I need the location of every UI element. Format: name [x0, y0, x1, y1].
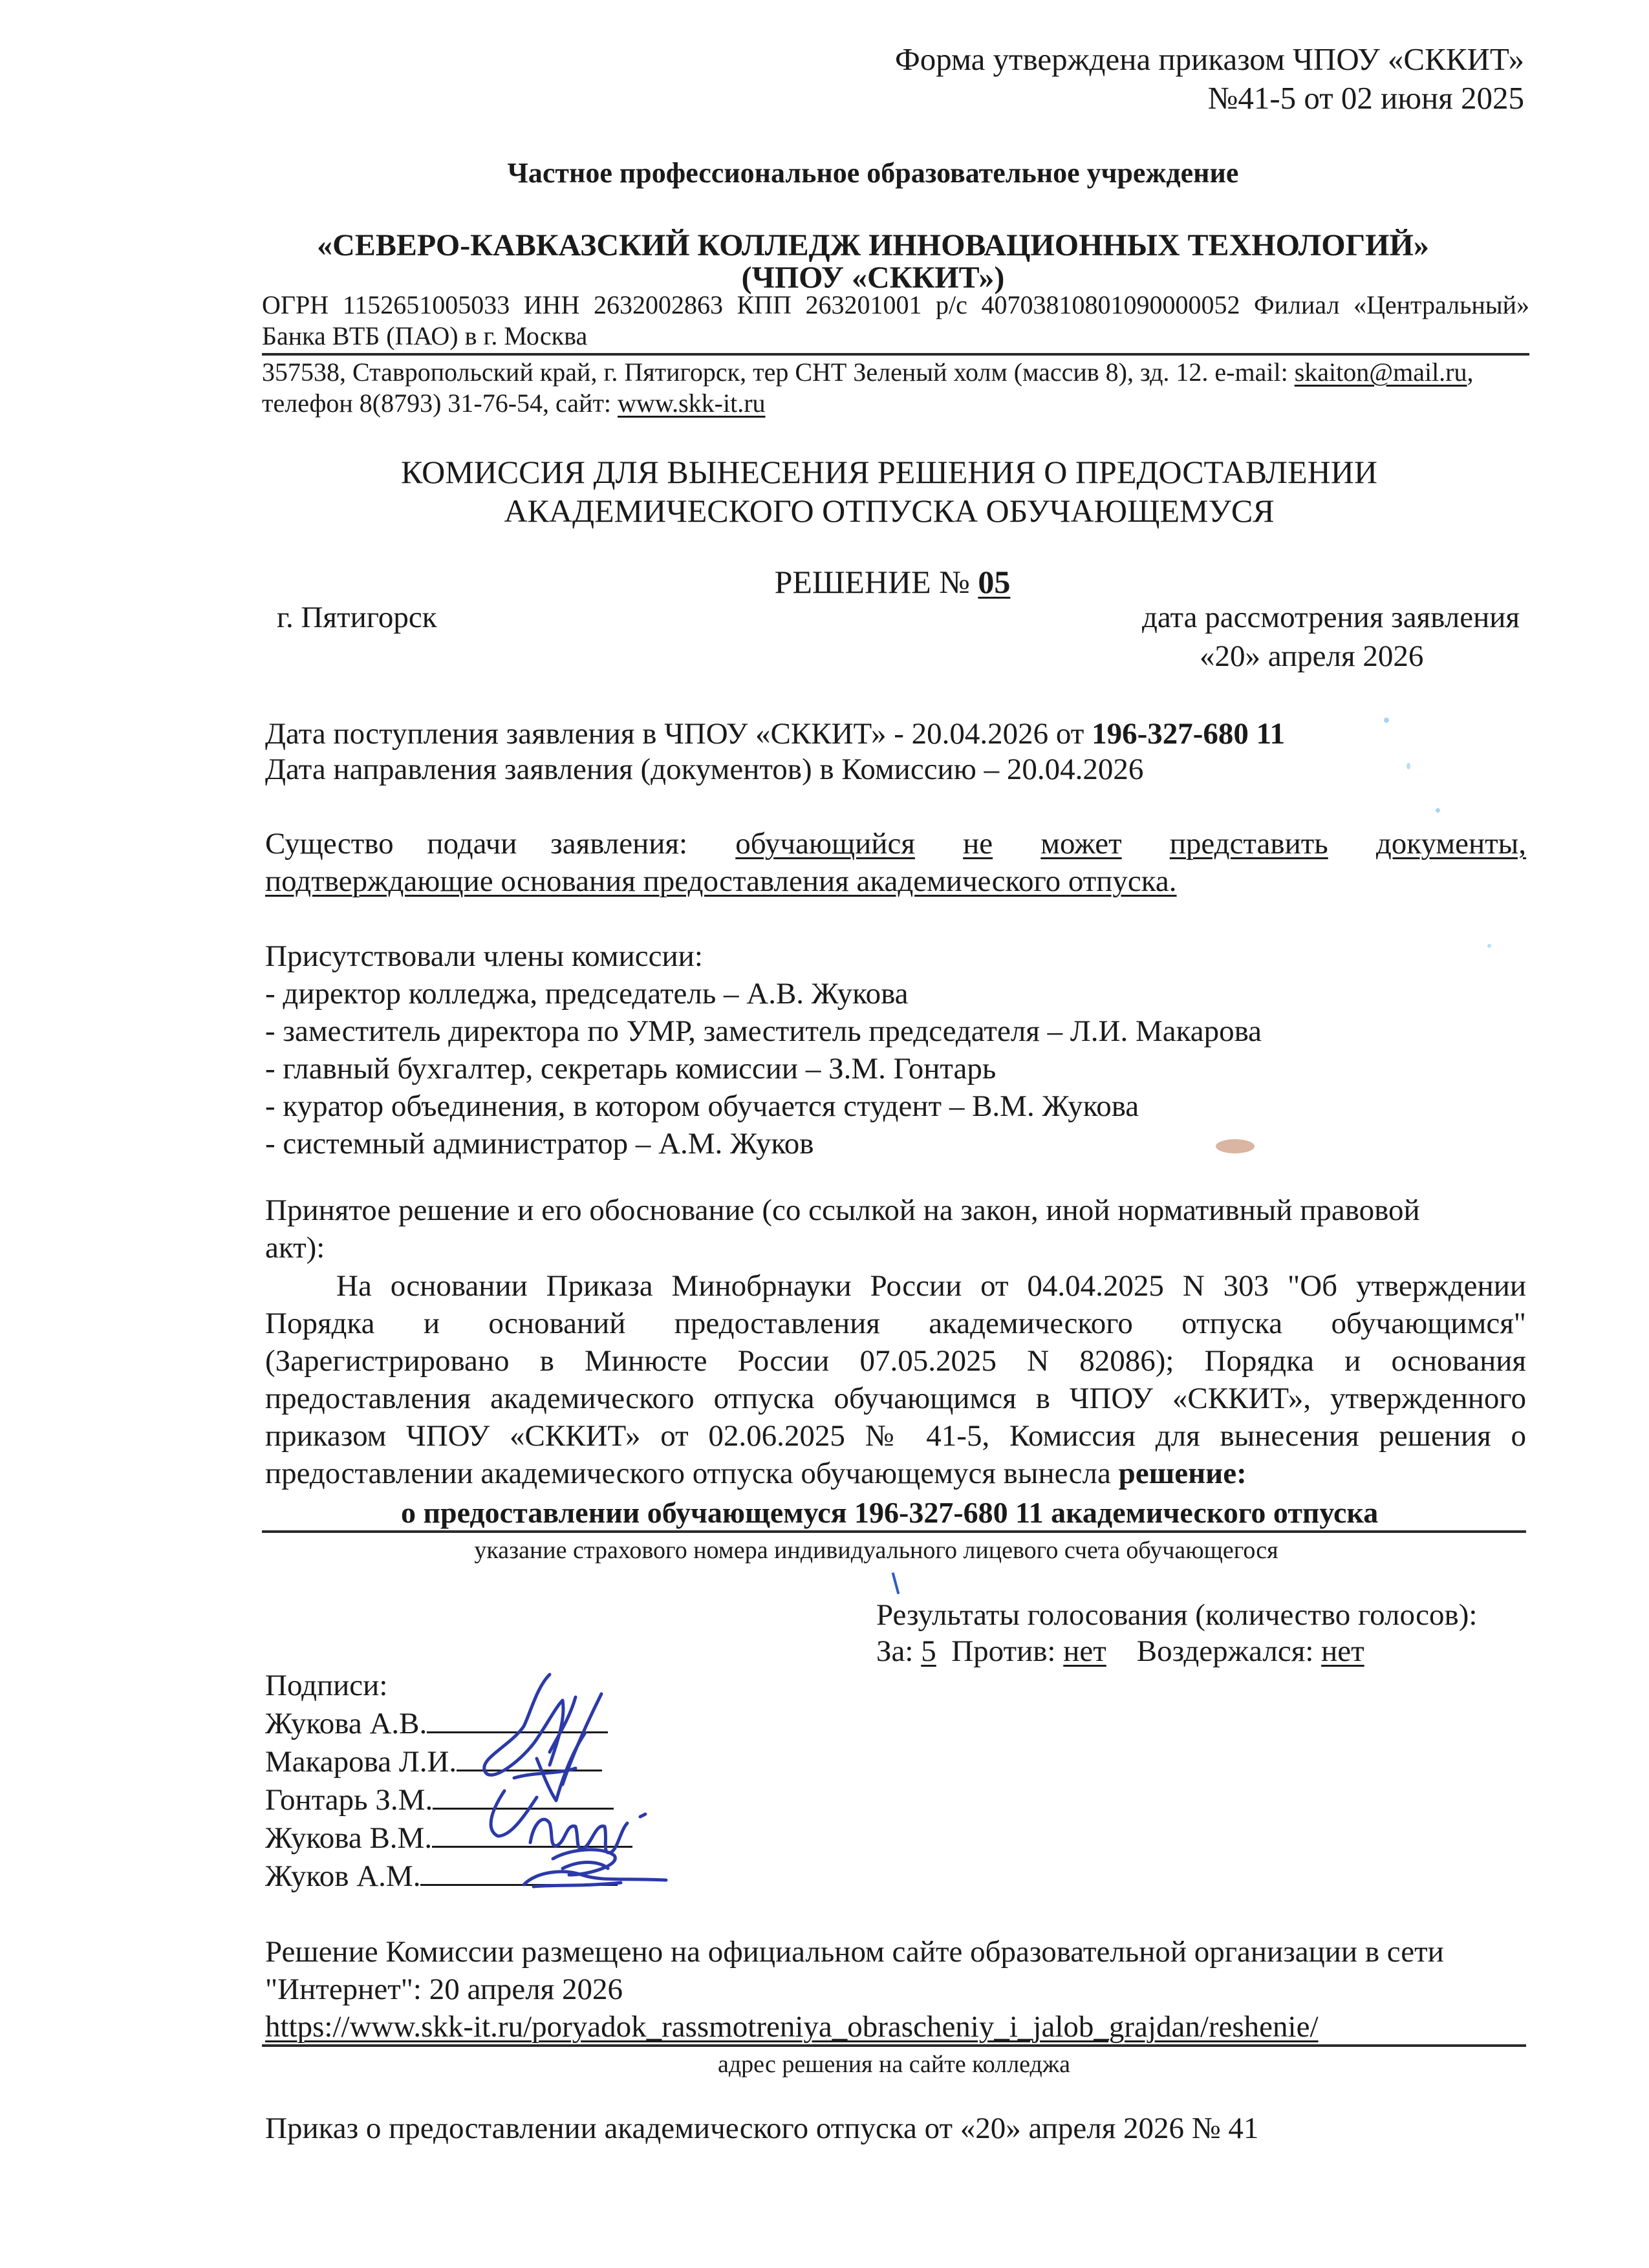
publication-url[interactable]: https://www.skk-it.ru/poryadok_rassmotreniya_obrascheniy_i_jalob_grajdan/reshenie/: [265, 2010, 1319, 2044]
city: г. Пятигорск: [277, 601, 437, 634]
essence-word: представить: [1169, 827, 1328, 861]
form-approval-note: [895, 40, 1524, 118]
signature-zhukov-am: [524, 1872, 666, 1887]
order-line: Приказ о предоставлении академического отпуска от «20» апреля 2026 № 41: [265, 2112, 1259, 2145]
decision-body-line: Порядка и оснований предоставления академического отпуска обучающимся": [265, 1307, 1526, 1340]
members-heading: Присутствовали члены комиссии:: [265, 939, 703, 973]
publication-url-caption: адрес решения на сайте колледжа: [717, 2051, 1070, 2078]
address-line2: [262, 388, 1529, 419]
essence-word: не: [963, 827, 993, 861]
signatory-name: Жукова В.М.: [265, 1821, 433, 1855]
decision-result-divider: [262, 1530, 1526, 1533]
requisites: [262, 290, 1529, 352]
received-date-text: Дата поступления заявления в ЧПОУ «СККИТ» - 20.04.2026 от: [265, 717, 1092, 751]
decision-number: 05: [978, 564, 1011, 600]
handwritten-signatures: [453, 1662, 724, 1894]
signature-zhukova-av: [484, 1674, 601, 1784]
form-approval-line2: №41-5 от 02 июня 2025: [1207, 80, 1524, 116]
decision-heading: [265, 1192, 1420, 1267]
org-name: «СЕВЕРО-КАВКАЗСКИЙ КОЛЛЕДЖ ИННОВАЦИОННЫХ ТЕХНОЛОГИЙ»: [317, 228, 1429, 262]
decision-keyword: решение:: [1118, 1457, 1247, 1490]
scan-speck: [1436, 808, 1440, 813]
review-date: «20» апреля 2026: [1200, 639, 1424, 673]
publication-divider: [262, 2044, 1526, 2047]
decision-body: [265, 1267, 1526, 1492]
received-snils: 196-327-680 11: [1092, 717, 1286, 751]
org-type: Частное профессиональное образовательное учреждение: [507, 157, 1239, 189]
member-item: - заместитель директора по УМР, заместитель председателя – Л.И. Макарова: [265, 1014, 1262, 1048]
address-line1: [262, 357, 1529, 388]
decision-heading-line2: акт):: [265, 1231, 325, 1265]
vote-against-value: нет: [1063, 1634, 1106, 1668]
decision-body-line: приказом ЧПОУ «СККИТ» от 02.06.2025 № 41-5, Комиссия для вынесения решения о: [265, 1419, 1526, 1453]
decision-label: РЕШЕНИЕ №: [774, 564, 978, 600]
address-block: [262, 357, 1529, 419]
members-list: [265, 937, 1262, 1162]
address-text: 357538, Ставропольский край, г. Пятигорск, тер СНТ Зеленый холм (массив 8), зд. 12. e-mail:: [262, 358, 1295, 387]
vote-for-value: 5: [921, 1634, 936, 1668]
decision-title: [0, 562, 1649, 601]
decision-body-line: предоставления академического отпуска обучающимся в ЧПОУ «СККИТ», утвержденного: [265, 1382, 1526, 1415]
decision-body-last-line: [265, 1455, 1526, 1492]
voting-block: [876, 1597, 1477, 1669]
publication-block: [265, 1933, 1444, 2046]
member-item: - главный бухгалтер, секретарь комиссии – З.М. Гонтарь: [265, 1052, 997, 1086]
voting-results: [876, 1633, 1477, 1669]
scan-speck: [1406, 763, 1410, 769]
essence-label: Существо подачи заявления:: [265, 827, 688, 861]
essence-word: документы,: [1375, 827, 1526, 861]
decision-result: о предоставлении обучающемуся 196-327-680 11 академического отпуска: [401, 1496, 1379, 1529]
vote-abstain-value: нет: [1321, 1634, 1364, 1668]
header-divider: [262, 353, 1529, 356]
sent-date-line: Дата направления заявления (документов) в Комиссию – 20.04.2026: [265, 753, 1144, 786]
commission-title-line1: КОМИССИЯ ДЛЯ ВЫНЕСЕНИЯ РЕШЕНИЯ О ПРЕДОСТАВЛЕНИИ: [401, 454, 1377, 490]
vote-for-label: За:: [876, 1634, 921, 1668]
requisites-line2: Банка ВТБ (ПАО) в г. Москва: [262, 321, 588, 350]
vote-against-label: Против:: [951, 1634, 1064, 1668]
essence-line1: [265, 824, 1526, 863]
member-item: - директор колледжа, председатель – А.В. Жукова: [265, 977, 909, 1011]
publication-line1: Решение Комиссии размещено на официальном сайте образовательной организации в сети: [265, 1935, 1444, 1969]
commission-title-line2: АКАДЕМИЧЕСКОГО ОТПУСКА ОБУЧАЮЩЕМУСЯ: [504, 493, 1275, 529]
signature-gontar-zm: [530, 1814, 645, 1853]
essence-word: может: [1040, 827, 1122, 861]
decision-body-line: (Зарегистрировано в Минюсте России 07.05.2025 N 82086); Порядка и основания: [265, 1344, 1526, 1378]
signatory-name: Гонтарь З.М.: [265, 1783, 433, 1817]
signatory-name: Макарова Л.И.: [265, 1745, 457, 1779]
pen-mark: [892, 1572, 900, 1594]
requisites-line1: ОГРН 1152651005033 ИНН 2632002863 КПП 263201001 р/с 40703810801090000052 Филиал «Центральный»: [262, 290, 1529, 319]
commission-title: [0, 453, 1649, 530]
form-approval-line1: Форма утверждена приказом ЧПОУ «СККИТ»: [895, 41, 1524, 77]
org-short-name: (ЧПОУ «СККИТ»): [741, 261, 1005, 295]
decision-body-line: На основании Приказа Минобрнауки России от 04.04.2025 N 303 "Об утверждении: [336, 1269, 1526, 1303]
voting-heading: Результаты голосования (количество голосов):: [876, 1598, 1478, 1632]
member-item: - куратор объединения, в котором обучается студент – В.М. Жукова: [265, 1089, 1139, 1123]
decision-body-last-text: предоставлении академического отпуска обучающемуся вынесла: [265, 1457, 1119, 1490]
publication-line2: "Интернет": 20 апреля 2026: [265, 1973, 623, 2006]
stain-mark: [1216, 1139, 1255, 1153]
signatory-name: Жукова А.В.: [265, 1707, 427, 1740]
review-date-label: дата рассмотрения заявления: [1142, 601, 1520, 634]
address-comma: ,: [1467, 358, 1474, 387]
decision-result-caption: указание страхового номера индивидуального лицевого счета обучающегося: [474, 1537, 1278, 1564]
member-item: - системный администратор – А.М. Жуков: [265, 1127, 814, 1161]
review-date-block: [1142, 598, 1520, 637]
phone-text: телефон 8(8793) 31-76-54, сайт:: [262, 389, 618, 418]
decision-heading-line1: Принятое решение и его обоснование (со ссылкой на закон, иной нормативный правовой: [265, 1193, 1420, 1227]
received-date-line: [265, 714, 1285, 753]
scan-speck: [1487, 944, 1491, 948]
signatures-heading: Подписи:: [265, 1669, 388, 1702]
essence-line2: подтверждающие основания предоставления академического отпуска.: [265, 864, 1177, 898]
website-link[interactable]: www.skk-it.ru: [618, 389, 766, 418]
vote-abstain-label: Воздержался:: [1136, 1634, 1322, 1668]
scan-speck: [1384, 718, 1389, 723]
signatory-name: Жуков А.М.: [265, 1859, 421, 1893]
essence-word: обучающийся: [735, 827, 915, 861]
email-link[interactable]: skaiton@mail.ru: [1294, 358, 1467, 387]
